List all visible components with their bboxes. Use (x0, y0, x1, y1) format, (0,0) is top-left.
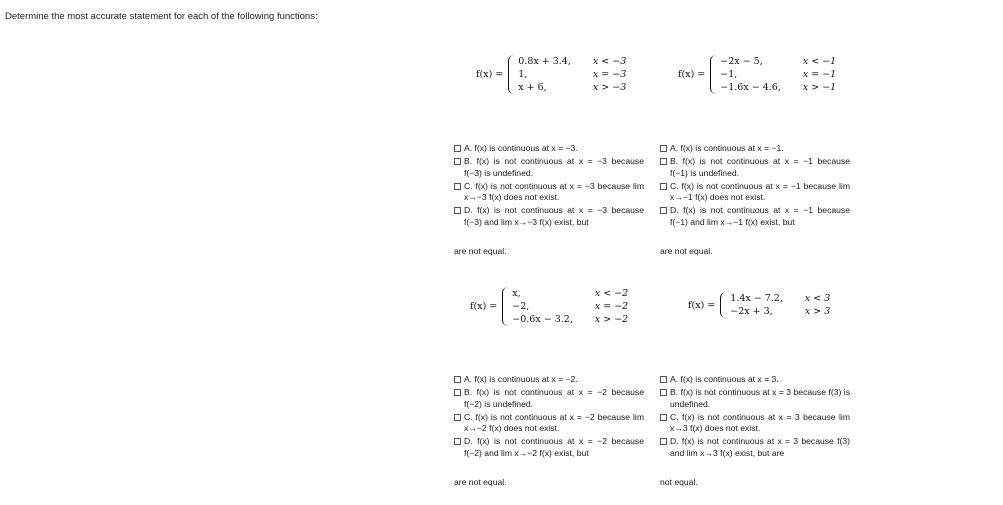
checkbox[interactable] (454, 158, 461, 165)
checkbox[interactable] (454, 183, 461, 190)
case-row (720, 81, 836, 94)
options-list (660, 374, 850, 488)
option-c[interactable] (454, 412, 644, 435)
case-condition: x > −3 (592, 81, 627, 93)
case-expression: −1.6x − 4.6, (720, 81, 781, 93)
option-b[interactable] (660, 156, 850, 179)
option-d[interactable] (454, 436, 644, 459)
case-row (518, 68, 626, 81)
option-text: A. f(x) is continuous at x = −1. (670, 143, 784, 153)
cases (720, 55, 836, 94)
option-a[interactable] (660, 143, 850, 154)
checkbox[interactable] (454, 389, 461, 396)
cases (518, 55, 626, 94)
checkbox[interactable] (660, 183, 667, 190)
left-brace (710, 55, 716, 94)
checkbox[interactable] (454, 414, 461, 421)
case-condition: x > −2 (594, 313, 629, 325)
case-condition: x = −2 (594, 300, 629, 312)
checkbox[interactable] (454, 376, 461, 383)
piecewise-function (470, 287, 628, 326)
option-c[interactable] (660, 412, 850, 435)
checkbox[interactable] (660, 207, 667, 214)
checkbox[interactable] (660, 158, 667, 165)
case-condition: x > 3 (804, 305, 831, 317)
options-list (454, 374, 644, 488)
case-row (518, 55, 626, 68)
case-row (720, 55, 836, 68)
case-row (512, 313, 628, 326)
option-d[interactable] (454, 205, 644, 228)
options-list (454, 143, 644, 257)
option-d-continuation: not equal. (660, 477, 698, 488)
case-expression: x, (512, 287, 521, 299)
option-d-continuation: are not equal. (660, 246, 713, 257)
case-expression: −1, (720, 68, 738, 80)
case-condition: x < −2 (594, 287, 629, 299)
function-name: f(x) = (476, 69, 504, 80)
option-d[interactable] (660, 436, 850, 459)
option-d-continuation: are not equal. (454, 477, 507, 488)
options-list (660, 143, 850, 257)
option-text: B. f(x) is not continuous at x = −1 because f(−1) is undefined. (670, 156, 850, 178)
function-name: f(x) = (470, 301, 498, 312)
option-text: A. f(x) is continuous at x = −2. (464, 374, 578, 384)
option-text: B. f(x) is not continuous at x = −3 because f(−3) is undefined. (464, 156, 644, 178)
case-condition: x < −1 (802, 55, 837, 67)
checkbox[interactable] (454, 438, 461, 445)
option-a[interactable] (454, 374, 644, 385)
case-expression: −2x + 3, (730, 305, 773, 317)
checkbox[interactable] (660, 389, 667, 396)
checkbox[interactable] (454, 207, 461, 214)
option-b[interactable] (454, 387, 644, 410)
case-expression: 1, (518, 68, 528, 80)
case-expression: 1.4x − 7.2, (730, 292, 783, 304)
checkbox[interactable] (660, 438, 667, 445)
checkbox[interactable] (660, 145, 667, 152)
option-text: C. f(x) is not continuous at x = 3 because lim x→3 f(x) does not exist. (670, 411, 850, 434)
option-c[interactable] (660, 181, 850, 204)
option-b[interactable] (454, 156, 644, 179)
case-row (512, 300, 628, 313)
left-brace (508, 55, 514, 94)
checkbox[interactable] (660, 376, 667, 383)
case-condition: x = −3 (592, 68, 627, 80)
case-row (730, 305, 830, 318)
option-text: D. f(x) is not continuous at x = −2 because f(−2) and lim x→−2 f(x) exist, but (464, 436, 644, 458)
case-row (512, 287, 628, 300)
option-text: D. f(x) is not continuous at x = 3 because f(3) and lim x→3 f(x) exist, but are (670, 436, 850, 458)
left-brace (502, 287, 508, 326)
function-name: f(x) = (688, 299, 716, 311)
option-d-continuation: are not equal. (454, 246, 507, 257)
option-b[interactable] (660, 387, 850, 410)
case-row (730, 292, 830, 305)
case-condition: x > −1 (802, 81, 837, 93)
option-text: D. f(x) is not continuous at x = −3 because f(−3) and lim x→−3 f(x) exist, but (464, 205, 644, 227)
case-expression: −2x − 5, (720, 55, 763, 67)
option-text: C. f(x) is not continuous at x = −3 because lim x→−3 f(x) does not exist. (464, 180, 644, 203)
option-text: D. f(x) is not continuous at x = −1 because f(−1) and lim x→−1 f(x) exist, but (670, 205, 850, 227)
case-row (518, 81, 626, 94)
cases (730, 292, 830, 318)
option-d[interactable] (660, 205, 850, 228)
case-expression: −2, (512, 300, 530, 312)
checkbox[interactable] (660, 414, 667, 421)
option-c[interactable] (454, 181, 644, 204)
function-name: f(x) = (678, 69, 706, 80)
case-expression: 0.8x + 3.4, (518, 55, 571, 67)
option-text: C. f(x) is not continuous at x = −1 because lim x→−1 f(x) does not exist. (670, 180, 850, 203)
option-a[interactable] (660, 374, 850, 385)
option-text: A. f(x) is continuous at x = −3. (464, 143, 578, 153)
checkbox[interactable] (454, 145, 461, 152)
cases (512, 287, 628, 326)
option-a[interactable] (454, 143, 644, 154)
left-brace (720, 292, 726, 318)
case-condition: x < −3 (592, 55, 627, 67)
case-expression: x + 6, (518, 81, 547, 93)
option-text: B. f(x) is not continuous at x = 3 because f(3) is undefined. (670, 387, 850, 409)
piecewise-function (476, 55, 626, 94)
case-row (720, 68, 836, 81)
case-expression: −0.6x − 3.2, (512, 313, 573, 325)
option-text: B. f(x) is not continuous at x = −2 because f(−2) is undefined. (464, 387, 644, 409)
piecewise-function (688, 292, 830, 318)
instruction-text: Determine the most accurate statement for each of the following functions: (5, 11, 318, 22)
piecewise-function (678, 55, 836, 94)
option-text: C. f(x) is not continuous at x = −2 because lim x→−2 f(x) does not exist. (464, 411, 644, 434)
case-condition: x < 3 (804, 292, 831, 304)
option-text: A. f(x) is continuous at x = 3. (670, 374, 779, 384)
case-condition: x = −1 (802, 68, 837, 80)
